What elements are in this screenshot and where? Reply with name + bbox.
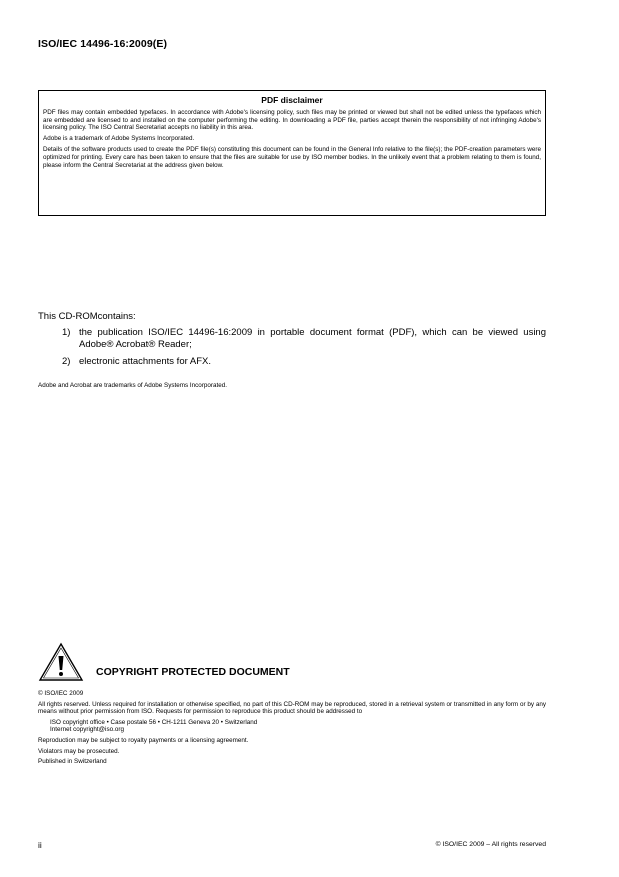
list-item-number: 2): [62, 356, 71, 367]
warning-triangle-icon: [38, 642, 84, 682]
disclaimer-title: PDF disclaimer: [261, 95, 323, 105]
disclaimer-paragraph: Details of the software products used to create the PDF file(s) constituting this document can be found in the General Info relative to the file(s); the PDF-creation parameters were optimized for printing. Every care has been taken to ensure that the files are suitable for use by ISO member bodies. In the unlikely event that a problem relating to them is found, please inform the Central Secretariat at the address given below.: [43, 146, 541, 169]
cdrom-contents: [38, 311, 546, 374]
list-item: [38, 327, 546, 350]
disclaimer-paragraph: Adobe is a trademark of Adobe Systems Incorporated.: [43, 135, 195, 143]
contents-list: [38, 327, 546, 368]
copyright-rights: All rights reserved. Unless required for installation or otherwise specified, no part of this CD-ROM may be reproduced, stored in a retrieval system or transmitted in any form or by any means without prior permission from ISO. Requests for permission to reproduce this product should be addressed to: [38, 700, 546, 716]
copyright-violators: Violators may be prosecuted.: [38, 747, 120, 755]
contents-lead: This CD-ROMcontains:: [38, 311, 136, 322]
list-item-text: the publication ISO/IEC 14496-16:2009 in portable document format (PDF), which can be viewed using Adobe® Acrobat® Reader;: [79, 327, 546, 350]
copyright-royalty: Reproduction may be subject to royalty payments or a licensing agreement.: [38, 736, 249, 744]
list-item: [38, 356, 546, 368]
copyright-year: © ISO/IEC 2009: [38, 690, 84, 697]
copyright-notice: [38, 690, 546, 769]
footer-rights: © ISO/IEC 2009 – All rights reserved: [435, 841, 546, 848]
list-item-number: 1): [62, 327, 71, 338]
copyright-internet: Internet copyright@iso.org: [50, 726, 124, 734]
document-id-header: ISO/IEC 14496-16:2009(E): [38, 38, 168, 50]
copyright-address: ISO copyright office • Case postale 56 • CH-1211 Geneva 20 • Switzerland: [50, 718, 258, 726]
trademark-note: Adobe and Acrobat are trademarks of Adobe Systems Incorporated.: [38, 382, 228, 389]
pdf-disclaimer-box: [38, 90, 546, 216]
copyright-published: Published in Switzerland: [38, 758, 107, 766]
list-item-text: electronic attachments for AFX.: [79, 356, 212, 367]
page-number: ii: [38, 840, 42, 850]
copyright-title: COPYRIGHT PROTECTED DOCUMENT: [96, 666, 290, 678]
disclaimer-paragraph: PDF files may contain embedded typefaces. In accordance with Adobe's licensing policy, such files may be printed or viewed but shall not be edited unless the typefaces which are embedded are licensed to and installed on the computer performing the editing. In downloading a PDF file, parties accept therein the responsibility of not infringing Adobe's licensing policy. The ISO Central Secretariat accepts no liability in this area.: [43, 109, 541, 132]
